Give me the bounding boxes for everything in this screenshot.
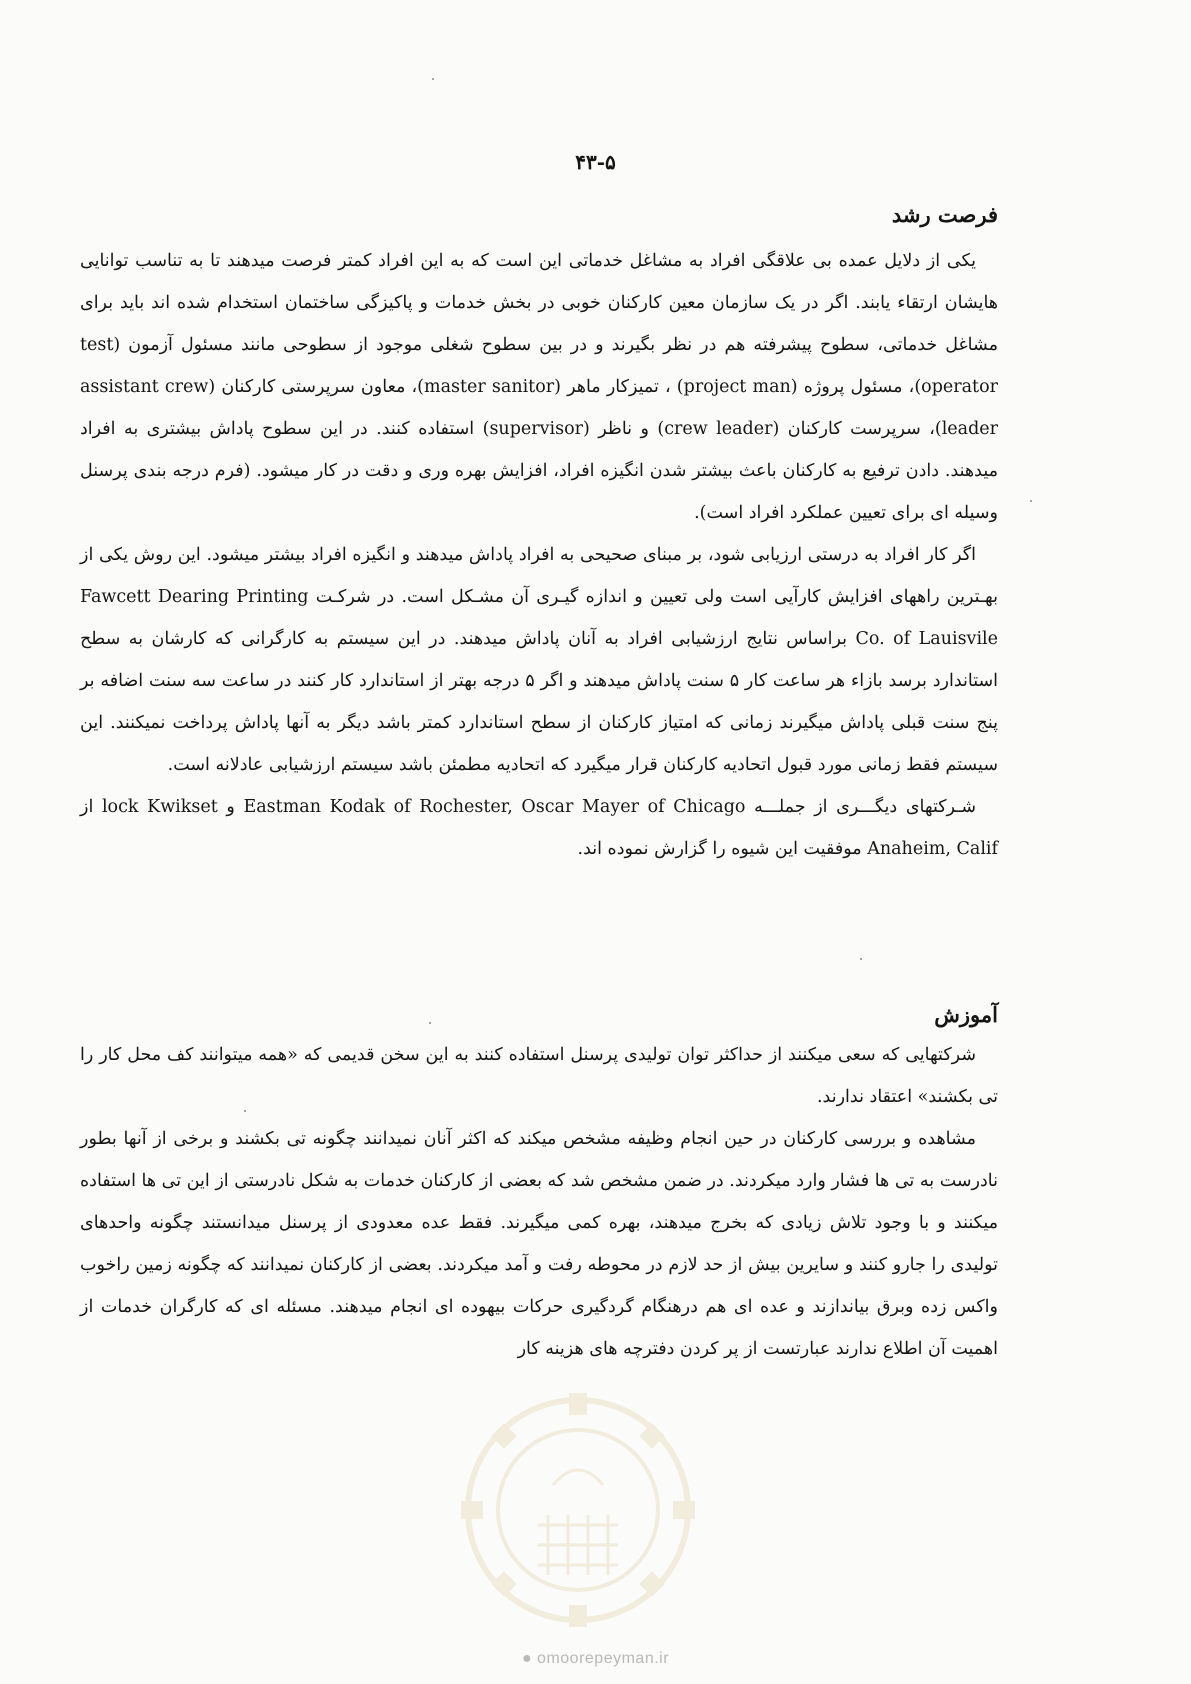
paragraph-text: مشاهده و بررسی کارکنان در حین انجام وظیفه مشخص میکند که اکثر آنان نمیدانند چگونه تی بکشند و برخی از آنها بطور نادرست به تی ها فشار وارد میکردند. در ضمن مشخص شد که بعضی از کارکنان خدمات به شکل نادرستی از این تی ها استفاده میکنند و با وجود تلاش زیادی که بخرج میدهند، بهره کمی میگیرند. فقط عده معدودی از پرسنل میدانستند چگونه واحدهای تولیدی را جارو کنند و سایرین بیش از حد لازم در محوطه رفت و آمد میکردند. بعضی از کارکنان نمیدانند که چگونه زمین راخوب واکس زده وبرق بیاندازند و عده ای هم درهنگام گردگیری حرکات بیهوده ای انجام میدهند. مسئله ای که کارگران خدمات از اهمیت آن اطلاع ندارند عبارتست از پر کردن دفترچه های هزینه کار <box>80 1129 998 1359</box>
watermark-site: ● omoorepeyman.ir <box>521 1650 670 1667</box>
section-heading-training: آموزش <box>934 1002 998 1027</box>
watermark-site-text: omoorepeyman.ir <box>537 1650 670 1667</box>
watermark-logo-icon <box>443 1375 713 1645</box>
scan-speck <box>1030 500 1032 502</box>
section-heading-growth: فرصت رشد <box>891 202 998 227</box>
paragraph <box>80 786 998 870</box>
scan-speck <box>244 1110 246 1112</box>
paragraph <box>80 534 998 786</box>
section-body-growth <box>80 240 998 870</box>
scan-speck <box>860 958 862 960</box>
paragraph <box>80 1118 998 1370</box>
scan-speck <box>432 78 434 80</box>
paragraph <box>80 1034 998 1118</box>
scan-speck <box>429 1022 431 1024</box>
paragraph <box>80 240 998 534</box>
paragraph-text: شـرکتهای دیگـــری از جملـــه Eastman Kodak of Rochester, Oscar Mayer of Chicago و lock Kwikset از Anaheim, Calif موفقیت این شیوه را گزارش نموده اند. <box>80 797 998 859</box>
page-number: ۴۳-۵ <box>575 150 616 174</box>
paragraph-text: اگر کار افراد به درستی ارزیابی شود، بر مبنای صحیحی به افراد پاداش میدهند و انگیزه افراد بیشتر میشود. این روش یکی از بهـترین راههای افزایش کارآیی است ولی تعیین و اندازه گیـری آن مشـکل است. در شرکـت Fawcett Dearing Printing Co. of Lauisvile براساس نتایج ارزشیابی افراد به آنان پاداش میدهند. در این سیستم به کارگرانی که کارشان به سطح استاندارد برسد بازاء هر ساعت کار ۵ سنت پاداش میدهند و اگر ۵ درجه بهتر از استاندارد کار کنند در ساعت سه سنت اضافه بر پنج سنت قبلی پاداش میگیرند زمانی که امتیاز کارکنان از سطح استاندارد کمتر باشد دیگر به آنها پاداش پرداخت نمیکنند. این سیستم فقط زمانی مورد قبول اتحادیه کارکنان قرار میگیرد که اتحادیه مطمئن باشد سیستم ارزشیابی عادلانه است. <box>80 545 999 775</box>
section-body-training <box>80 1034 998 1370</box>
paragraph-text: شرکتهایی که سعی میکنند از حداکثر توان تولیدی پرسنل استفاده کنند به این سخن قدیمی که «همه میتوانند کف محل کار را تی بکشند» اعتقاد ندارند. <box>80 1045 998 1107</box>
paragraph-text: یکی از دلایل عمده بی علاقگی افراد به مشاغل خدماتی این است که به این افراد کمتر فرصت میدهند تا به تناسب توانایی هایشان ارتقاء یابند. اگر در یک سازمان معین کارکنان خوبی در بخش خدمات و پاکیزگی ساختمان استخدام شده اند باید برای مشاغل خدماتی، سطوح پیشرفته هم در نظر بگیرند و در بین سطوح شغلی موجود از سطوحی مانند مسئول آزمون (test operator)، مسئول پروژه (project man) ، تمیزکار ماهر (master sanitor)، معاون سرپرستی کارکنان (assistant crew leader)، سرپرست کارکنان (crew leader) و ناظر (supervisor) استفاده کنند. در این سطوح پاداش بیشتری به افراد میدهند. دادن ترفیع به کارکنان باعث بیشتر شدن انگیزه افراد، افزایش بهره وری و دقت در کار میشود. (فرم درجه بندی پرسنل وسیله ای برای تعیین عملکرد افراد است). <box>80 251 999 523</box>
